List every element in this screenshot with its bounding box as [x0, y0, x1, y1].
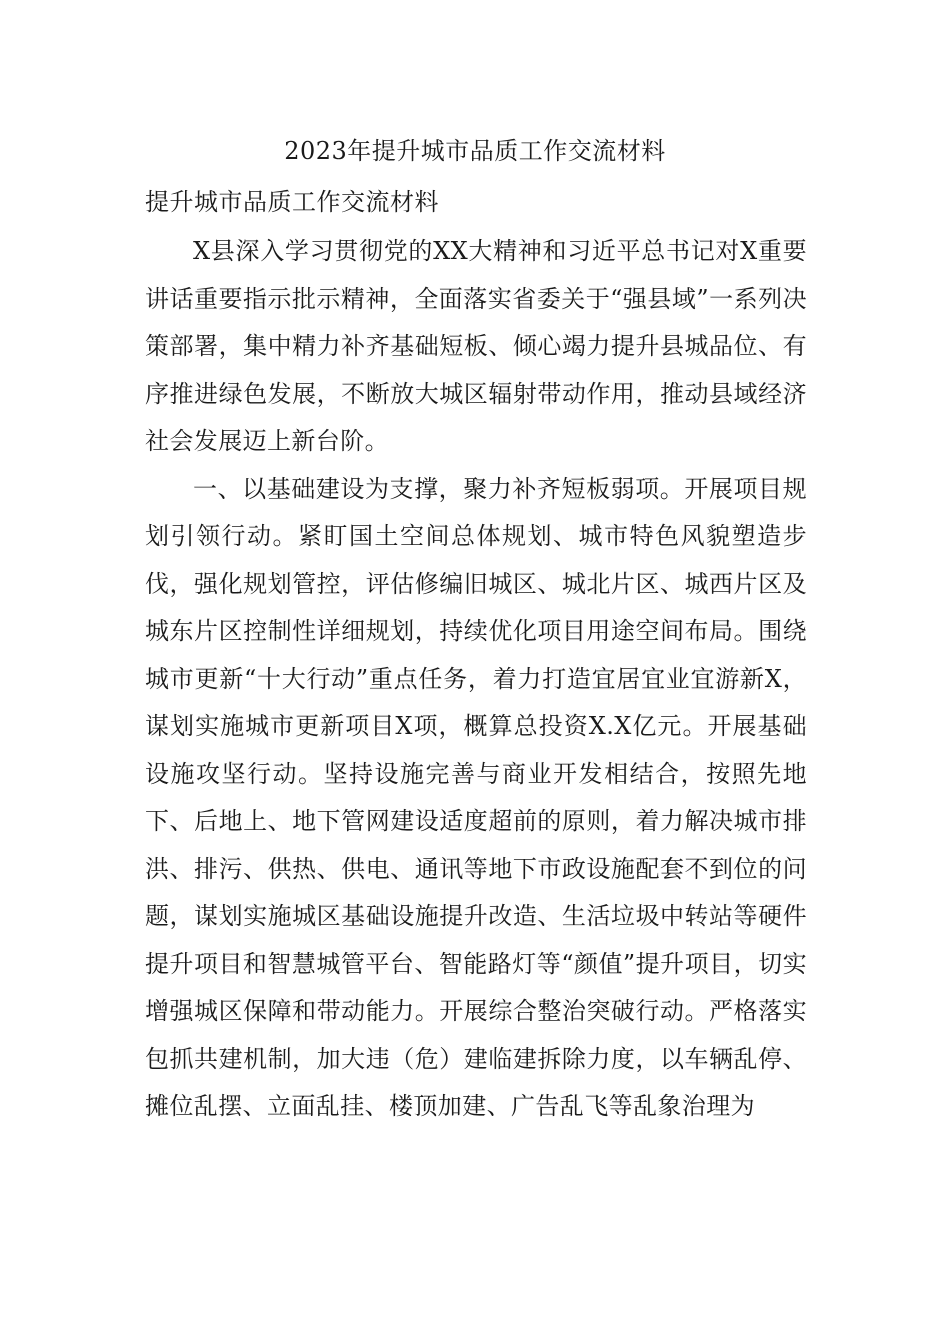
- document-body: [145, 228, 807, 1131]
- paragraph-section-one: 一、以基础建设为支撑，聚力补齐短板弱项。开展项目规划引领行动。紧盯国土空间总体规划、城市特色风貌塑造步伐，强化规划管控，评估修编旧城区、城北片区、城西片区及城东片区控制性详细规划，持续优化项目用途空间布局。围绕城市更新“十大行动”重点任务，着力打造宜居宜业宜游新X，谋划实施城市更新项目X项，概算总投资X.X亿元。开展基础设施攻坚行动。坚持设施完善与商业开发相结合，按照先地下、后地上、地下管网建设适度超前的原则，着力解决城市排洪、排污、供热、供电、通讯等地下市政设施配套不到位的问题，谋划实施城区基础设施提升改造、生活垃圾中转站等硬件提升项目和智慧城管平台、智能路灯等“颜值”提升项目，切实增强城区保障和带动能力。开展综合整治突破行动。严格落实包抓共建机制，加大违（危）建临建拆除力度，以车辆乱停、摊位乱摆、立面乱挂、楼顶加建、广告乱飞等乱象治理为: [145, 474, 807, 1120]
- document-subtitle: 提升城市品质工作交流材料: [145, 188, 439, 216]
- paragraph-intro: X县深入学习贯彻党的XX大精神和习近平总书记对X重要讲话重要指示批示精神，全面落实省委关于“强县域”一系列决策部署，集中精力补齐基础短板、倾心竭力提升县城品位、有序推进绿色发展，不断放大城区辐射带动作用，推动县域经济社会发展迈上新台阶。: [145, 237, 807, 455]
- document-title: 2023年提升城市品质工作交流材料: [284, 137, 666, 165]
